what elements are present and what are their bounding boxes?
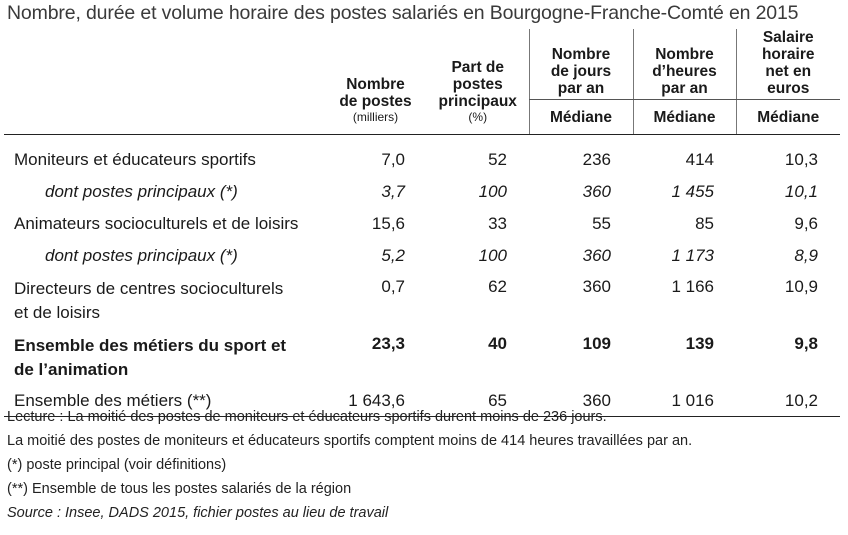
cell-salaire: 10,9 [784,277,818,296]
note-lecture-1: Lecture : La moitié des postes de moniteurs et éducateurs sportifs durent moins de 236 jours. [7,409,607,425]
cell-part: 100 [478,246,507,265]
note-footnote-2: (**) Ensemble de tous les postes salariés de la région [7,481,352,497]
cell-part: 100 [478,182,507,201]
table-row [4,135,840,177]
cell-salaire: 10,2 [736,386,840,417]
row-label-text: Directeurs de centres socioculturels et de loisirs [14,278,284,322]
row-label [4,329,324,386]
header-salaire [736,29,840,100]
data-table [4,29,840,417]
note-lecture-2: La moitié des postes de moniteurs et éducateurs sportifs comptent moins de 414 heures travaillées par an. [7,433,693,449]
header-mediane-jours: Médiane [529,100,633,135]
cell-heures: 414 [685,150,714,169]
header-mediane-heures: Médiane [633,100,736,135]
header-part-postes-label: Part de postes principaux [438,59,517,110]
cell-jours: 360 [582,277,611,296]
cell-jours: 360 [529,386,633,417]
cell-salaire: 8,9 [794,246,818,265]
row-label [4,272,324,329]
cell-heures: 1 173 [671,246,714,265]
table-title: Nombre, durée et volume horaire des postes salariés en Bourgogne-Franche-Comté en 2015 [7,2,799,24]
cell-nb-postes: 0,7 [381,277,405,296]
row-label-text: Ensemble des métiers du sport et de l’animation [14,335,287,379]
cell-jours: 360 [582,182,611,201]
row-label: Ensemble des métiers (**) [4,386,324,417]
row-label: dont postes principaux (*) [45,246,238,265]
table-row [4,208,840,240]
header-part-postes-unit: (%) [468,110,488,124]
cell-heures: 1 016 [633,386,736,417]
cell-nb-postes: 23,3 [371,334,405,353]
header-nb-heures-label: Nombre d’heures par an [652,46,717,97]
header-salaire-label: Salaire horaire net en euros [761,29,815,97]
cell-jours: 360 [582,246,611,265]
table-row [4,272,840,329]
header-nb-postes-unit: (milliers) [352,110,399,124]
cell-nb-postes: 3,7 [381,182,405,201]
cell-jours: 55 [592,214,611,233]
cell-jours: 109 [582,334,611,353]
header-nb-postes-label: Nombre de postes [339,76,412,110]
table-row-total-sport [4,329,840,386]
cell-salaire: 10,3 [784,150,818,169]
cell-heures: 1 166 [671,277,714,296]
table-row [4,240,840,272]
cell-part: 40 [488,334,507,353]
row-label: Moniteurs et éducateurs sportifs [14,150,256,169]
table-notes [7,405,692,525]
header-nb-heures [633,29,736,100]
header-mediane-salaire: Médiane [736,100,840,135]
header-nb-jours-label: Nombre de jours par an [550,46,612,97]
cell-salaire: 9,8 [794,334,818,353]
header-nb-jours [529,29,633,100]
cell-part: 62 [488,277,507,296]
cell-heures: 85 [695,214,714,233]
cell-heures: 139 [685,334,714,353]
cell-nb-postes: 5,2 [381,246,405,265]
cell-part: 33 [488,214,507,233]
cell-nb-postes: 15,6 [371,214,405,233]
row-label: Animateurs socioculturels et de loisirs [14,214,299,233]
cell-heures: 1 455 [671,182,714,201]
note-source: Source : Insee, DADS 2015, fichier postes au lieu de travail [7,505,389,521]
header-empty [4,29,324,135]
table-row [4,176,840,208]
cell-nb-postes: 7,0 [381,150,405,169]
cell-part: 65 [427,386,529,417]
note-footnote-1: (*) poste principal (voir définitions) [7,457,227,473]
cell-nb-postes: 1 643,6 [324,386,427,417]
cell-part: 52 [488,150,507,169]
row-label: dont postes principaux (*) [45,182,238,201]
cell-salaire: 9,6 [794,214,818,233]
cell-jours: 236 [582,150,611,169]
header-nb-postes [324,29,427,135]
header-part-postes [427,29,529,135]
cell-salaire: 10,1 [784,182,818,201]
